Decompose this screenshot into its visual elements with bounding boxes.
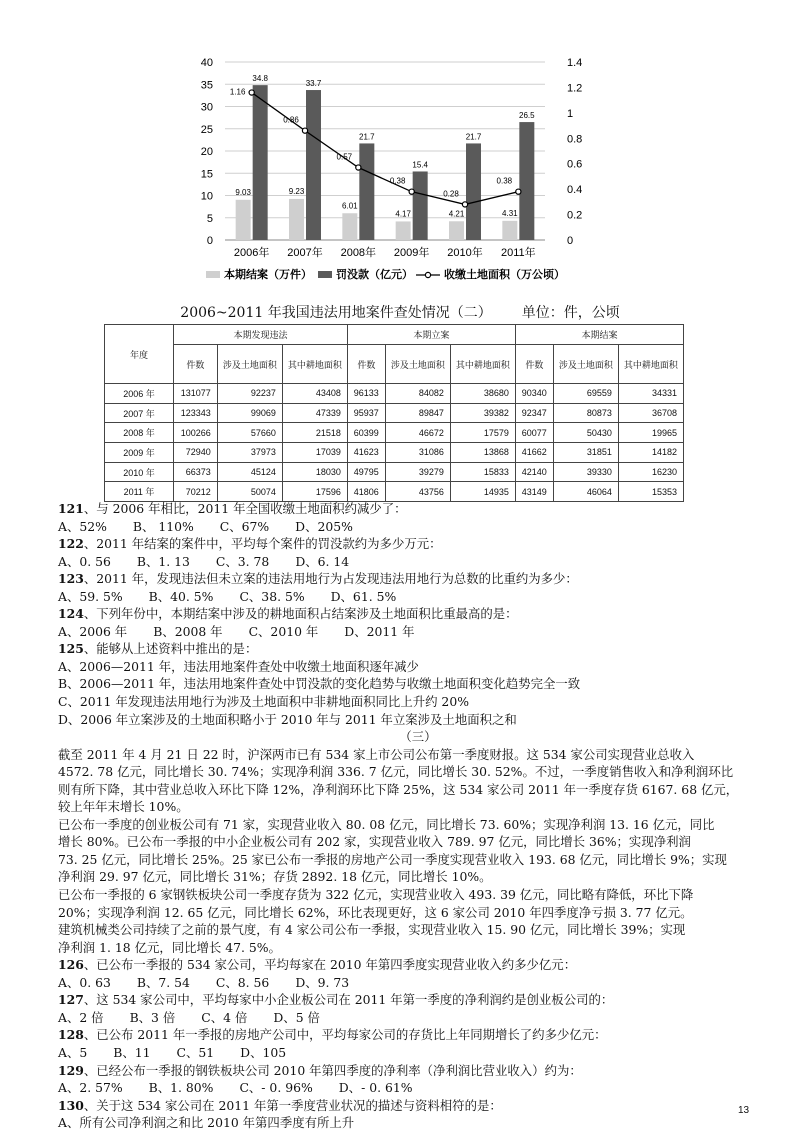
line-point: [356, 165, 361, 170]
table-cell: 50074: [217, 482, 282, 502]
x-tick-label: 2008年: [340, 247, 377, 259]
table-cell: 99069: [217, 403, 282, 423]
y-right-tick-label: 0.6: [567, 158, 583, 171]
table-cell: 69559: [553, 384, 618, 404]
y-left-tick-label: 40: [200, 57, 213, 69]
table-cell: 21518: [282, 423, 347, 443]
table-title-text: 2006~2011 年我国违法用地案件查处情况（二）: [180, 305, 492, 321]
legend-label: 罚没款（亿元）: [336, 268, 413, 281]
data-label: 34.8: [252, 74, 268, 84]
section-heading: （三）: [399, 729, 437, 745]
y-right-tick-label: 0.4: [567, 184, 583, 197]
table-cell: 31086: [385, 443, 450, 463]
table-row: [105, 423, 684, 443]
data-label: 9.03: [235, 187, 251, 197]
table-cell: 43149: [515, 482, 553, 502]
data-table: [104, 324, 684, 502]
year-cell: 2008 年: [105, 423, 174, 443]
question-128: 128、已公布 2011 年一季报的房地产公司中，平均每家公司的存货比上年同期增长了约多少亿元：: [58, 1027, 607, 1043]
year-cell: 2010 年: [105, 462, 174, 482]
table-row: [105, 384, 684, 404]
table-cell: 19965: [618, 423, 683, 443]
table-cell: 41806: [347, 482, 385, 502]
question-121: 121、与 2006 年相比，2011 年全国收缴土地面积约减少了：: [58, 501, 407, 516]
data-label: 26.5: [519, 111, 535, 121]
table-cell: 17579: [450, 423, 515, 443]
table-cell: 70212: [174, 482, 218, 502]
table-cell: 72940: [174, 443, 218, 463]
y-left-tick-label: 20: [200, 146, 213, 158]
table-cell: 16230: [618, 462, 683, 482]
bar-cases: [236, 200, 251, 240]
data-label: 4.21: [448, 209, 465, 219]
options-126: A、0. 63 B、7. 54 C、8. 56 D、9. 73: [58, 974, 350, 990]
table-cell: 84082: [385, 384, 450, 404]
table-row: [105, 443, 684, 463]
question-129: 129、已经公布一季报的钢铁板块公司 2010 年第四季度的净利率（净利润比营业收入）约为：: [58, 1062, 582, 1078]
y-left-tick-label: 0: [206, 235, 213, 247]
table-cell: 80873: [553, 403, 618, 423]
y-right-tick-label: 0: [567, 235, 574, 247]
bar-cases: [396, 221, 411, 240]
data-label: 33.7: [305, 79, 322, 89]
table-cell: 41662: [515, 443, 553, 463]
bar-fines: [253, 85, 268, 240]
combo-chart: [0, 0, 800, 300]
y-right-tick-label: 0.8: [567, 133, 583, 146]
y-left-tick-label: 30: [200, 101, 213, 114]
table-cell: 43408: [282, 384, 347, 404]
bar-fines: [466, 143, 481, 240]
question-126: 126、已公布一季报的 534 家公司，平均每家在 2010 年第四季度实现营业收入约多少亿元：: [58, 957, 577, 973]
data-label: 6.01: [342, 201, 358, 211]
table-cell: 60077: [515, 423, 553, 443]
y-right-tick-label: 1.2: [567, 82, 583, 95]
options-123: A、59. 5% B、40. 5% C、38. 5% D、61. 5%: [58, 588, 397, 604]
line-point: [302, 128, 307, 133]
bar-fines: [519, 122, 534, 240]
subheader-cell: 件数: [347, 345, 385, 384]
para-line: 20%；实现净利润 12. 65 亿元，同比增长 62%，环比表现更好，这 6 家公司 2010 年四季度净亏损 3. 77 亿元。: [58, 904, 693, 920]
options-129: A、2. 57% B、1. 80% C、- 0. 96% D、- 0. 61%: [58, 1080, 413, 1096]
subheader-cell: 涉及土地面积: [553, 345, 618, 384]
table-cell: 37973: [217, 443, 282, 463]
table-cell: 31851: [553, 443, 618, 463]
option-130a: A、所有公司净利润之和比 2010 年第四季度有所上升: [58, 1115, 355, 1131]
line-point: [462, 202, 467, 207]
options-127: A、2 倍 B、3 倍 C、4 倍 D、5 倍: [58, 1009, 320, 1025]
y-right-tick-label: 1: [567, 107, 574, 120]
subheader-cell: 其中耕地面积: [618, 345, 683, 384]
data-label: 0.86: [283, 115, 299, 125]
question-130: 130、关于这 534 家公司在 2011 年第一季度营业状况的描述与资料相符的是：: [58, 1097, 502, 1113]
x-tick-label: 2007年: [287, 247, 323, 259]
line-point: [249, 90, 254, 95]
table-row: [105, 482, 684, 502]
question-123: 123、2011 年，发现违法但未立案的违法用地行为占发现违法用地行为总数的比重约为多少：: [58, 571, 578, 587]
bar-cases: [289, 199, 304, 240]
data-label: 0.28: [443, 189, 459, 199]
table-cell: 15353: [618, 482, 683, 502]
bar-cases: [449, 221, 464, 240]
bar-cases: [342, 213, 357, 240]
group-header: 本期立案: [347, 325, 515, 345]
para-line: 建筑机械类公司持续了之前的景气度，有 4 家公司公布一季报，实现营业收入 15. 90 亿元，同比增长 39%；实现: [58, 922, 686, 938]
table-cell: 49795: [347, 462, 385, 482]
y-left-tick-label: 25: [200, 123, 213, 136]
table-cell: 18030: [282, 462, 347, 482]
data-label: 15.4: [412, 160, 428, 170]
year-cell: 2011 年: [105, 482, 174, 502]
options-124: A、2006 年 B、2008 年 C、2010 年 D、2011 年: [58, 623, 415, 639]
para-line: 已公布一季报的 6 家钢铁板块公司一季度存货为 322 亿元，实现营业收入 493. 39 亿元，同比略有降低，环比下降: [58, 887, 694, 903]
para-line: 73. 25 亿元，同比增长 25%。25 家已公布一季报的房地产公司一季度实现营业收入 193. 68 亿元，同比增长 9%；实现: [58, 851, 727, 867]
para-line: 4572. 78 亿元，同比增长 30. 74%；实现净利润 336. 7 亿元，同比增长 30. 52%。不过，一季度销售收入和净利润环比: [58, 764, 734, 780]
y-left-tick-label: 35: [200, 79, 213, 92]
table-cell: 13868: [450, 443, 515, 463]
data-label: 1.16: [229, 87, 246, 97]
table-cell: 38680: [450, 384, 515, 404]
para-line: 截至 2011 年 4 月 21 日 22 时，沪深两市已有 534 家上市公司公布第一季度财报。这 534 家公司实现营业总收入: [58, 746, 695, 762]
table-cell: 92347: [515, 403, 553, 423]
table-cell: 92237: [217, 384, 282, 404]
x-tick-label: 2006年: [233, 247, 270, 259]
para-line: 净利润 29. 97 亿元，同比增长 31%；存货 2892. 18 亿元，同比增长 10%。: [58, 869, 492, 885]
table-cell: 50430: [553, 423, 618, 443]
y-right-tick-label: 1.4: [567, 57, 583, 69]
question-125: 125、能够从上述资料中推出的是：: [58, 641, 258, 657]
bar-cases: [502, 221, 517, 240]
subheader-cell: 其中耕地面积: [450, 345, 515, 384]
question-text: [58, 500, 778, 1132]
y-left-tick-label: 5: [206, 212, 213, 225]
para-line: 则有所下降，其中营业总收入环比下降 12%，净利润环比下降 25%，这 534 家公司 2011 年一季度存货 6167. 68 亿元，: [58, 781, 739, 797]
data-label: 21.7: [359, 132, 375, 142]
bar-fines: [306, 90, 321, 240]
year-cell: 2006 年: [105, 384, 174, 404]
bar-fines: [413, 171, 428, 240]
table-cell: 46672: [385, 423, 450, 443]
x-tick-label: 2009年: [393, 247, 430, 259]
table-cell: 123343: [174, 403, 218, 423]
x-tick-label: 2010年: [447, 247, 483, 259]
para-line: 较上年年末增长 10%。: [58, 799, 189, 815]
table-cell: 14182: [618, 443, 683, 463]
option-125a: A、2006—2011 年，违法用地案件查处中收缴土地面积逐年减少: [58, 658, 419, 674]
y-right-tick-label: 0.2: [567, 209, 583, 222]
data-label: 9.23: [288, 186, 305, 196]
subheader-cell: 件数: [174, 345, 218, 384]
table-cell: 17596: [282, 482, 347, 502]
table-cell: 60399: [347, 423, 385, 443]
line-point: [409, 189, 414, 194]
table-cell: 17039: [282, 443, 347, 463]
legend-swatch-cases: [206, 271, 220, 278]
page-number: 13: [738, 1105, 750, 1116]
line-point: [516, 189, 521, 194]
bar-fines: [359, 143, 374, 240]
table-cell: 47339: [282, 403, 347, 423]
table-cell: 43756: [385, 482, 450, 502]
option-125d: D、2006 年立案涉及的土地面积略小于 2010 年与 2011 年立案涉及土地面积之和: [58, 711, 517, 727]
subheader-cell: 涉及土地面积: [217, 345, 282, 384]
data-label: 4.31: [502, 208, 518, 218]
question-122: 122、2011 年结案的案件中，平均每个案件的罚没款约为多少万元：: [58, 536, 442, 552]
table-cell: 131077: [174, 384, 218, 404]
table-cell: 46064: [553, 482, 618, 502]
group-header: 本期结案: [515, 325, 683, 345]
legend-label: 收缴土地面积（万公顷）: [444, 268, 565, 281]
table-cell: 89847: [385, 403, 450, 423]
table-unit: 单位：件，公顷: [521, 305, 620, 321]
table-cell: 57660: [217, 423, 282, 443]
table-cell: 34331: [618, 384, 683, 404]
para-line: 已公布一季度的创业板公司有 71 家，实现营业收入 80. 08 亿元，同比增长 73. 60%；实现净利润 13. 16 亿元，同比: [58, 816, 715, 832]
subheader-cell: 涉及土地面积: [385, 345, 450, 384]
subheader-cell: 件数: [515, 345, 553, 384]
table-cell: 42140: [515, 462, 553, 482]
table-cell: 95937: [347, 403, 385, 423]
options-121: A、52% B、 110% C、67% D、205%: [58, 518, 353, 534]
legend-label: 本期结案（万件）: [224, 268, 312, 281]
table-cell: 96133: [347, 384, 385, 404]
option-125b: B、2006—2011 年，违法用地案件查处中罚没款的变化趋势与收缴土地面积变化趋势完全一致: [58, 676, 581, 692]
data-label: 4.17: [395, 209, 411, 219]
question-124: 124、下列年份中，本期结案中涉及的耕地面积占结案涉及土地面积比重最高的是：: [58, 606, 518, 622]
table-cell: 66373: [174, 462, 218, 482]
table-cell: 41623: [347, 443, 385, 463]
options-128: A、5 B、11 C、51 D、105: [58, 1044, 287, 1060]
legend-marker: [425, 272, 430, 277]
table-cell: 36708: [618, 403, 683, 423]
para-line: 增长 80%。已公布一季报的中小企业板公司有 202 家，实现营业收入 789. 97 亿元，同比增长 36%；实现净利润: [58, 834, 691, 850]
table-cell: 39382: [450, 403, 515, 423]
data-label: 0.38: [496, 176, 513, 186]
table-cell: 45124: [217, 462, 282, 482]
group-header: 本期发现违法: [174, 325, 348, 345]
table-cell: 15833: [450, 462, 515, 482]
y-left-tick-label: 15: [200, 168, 213, 181]
year-header: 年度: [105, 325, 174, 384]
table-cell: 39279: [385, 462, 450, 482]
legend-swatch-fines: [318, 271, 332, 278]
x-tick-label: 2011年: [501, 247, 536, 259]
table-cell: 90340: [515, 384, 553, 404]
y-left-tick-label: 10: [200, 190, 213, 203]
question-127: 127、这 534 家公司中，平均每家中小企业板公司在 2011 年第一季度的净利润约是创业板公司的：: [58, 992, 614, 1008]
option-125c: C、2011 年发现违法用地行为涉及土地面积中非耕地面积同比上升约 20%: [58, 694, 469, 710]
table-row: [105, 403, 684, 423]
data-label: 21.7: [465, 132, 482, 142]
table-title: [0, 302, 800, 322]
year-cell: 2009 年: [105, 443, 174, 463]
table-row: [105, 462, 684, 482]
data-label: 0.38: [389, 176, 406, 186]
para-line: 净利润 1. 18 亿元，同比增长 47. 5%。: [58, 939, 281, 955]
options-122: A、0. 56 B、1. 13 C、3. 78 D、6. 14: [58, 553, 350, 569]
table-cell: 100266: [174, 423, 218, 443]
table-cell: 14935: [450, 482, 515, 502]
table-cell: 39330: [553, 462, 618, 482]
data-label: 0.57: [336, 152, 353, 162]
year-cell: 2007 年: [105, 403, 174, 423]
subheader-cell: 其中耕地面积: [282, 345, 347, 384]
